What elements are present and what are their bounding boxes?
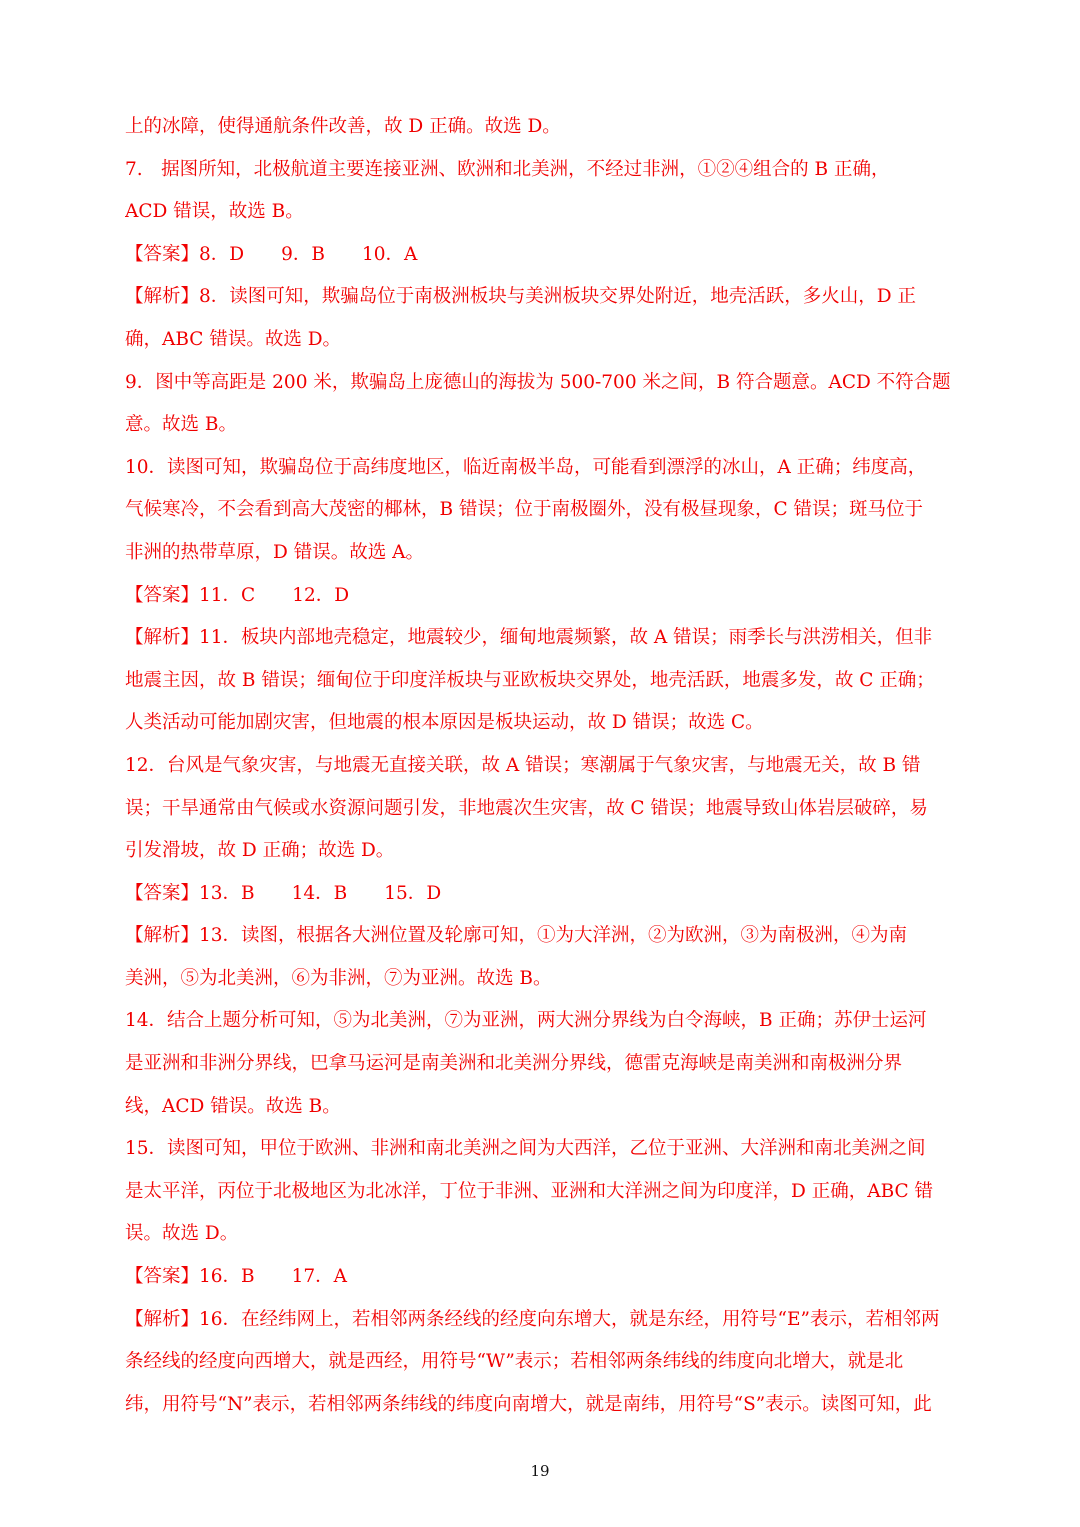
analysis-line: 【解析】13．读图，根据各大洲位置及轮廓可知，①为大洋洲，②为欧洲，③为南极洲，④为南 [125, 925, 908, 947]
text-line: 12．台风是气象灾害，与地震无直接关联，故 A 错误；寒潮属于气象灾害，与地震无关，故 B 错 [125, 754, 921, 776]
analysis-line: 【解析】11．板块内部地壳稳定，地震较少，缅甸地震频繁，故 A 错误；雨季长与洪涝相关，但非 [125, 627, 933, 649]
text-line: 误；干旱通常由气候或水资源问题引发，非地震次生灾害，故 C 错误；地震导致山体岩层破碎，易 [125, 797, 928, 819]
text-line: 9．图中等高距是 200 米，欺骗岛上庞德山的海拔为 500-700 米之间，B 符合题意。ACD 不符合题 [125, 371, 951, 393]
text-line: 7. 据图所知，北极航道主要连接亚洲、欧洲和北美洲，不经过非洲，①②④组合的 B 正确， [125, 158, 890, 180]
text-line: 纬，用符号“N”表示，若相邻两条纬线的纬度向南增大，就是南纬，用符号“S”表示。读图可知，此 [125, 1393, 932, 1415]
answer-line: 【答案】8．D 9．B 10．A [125, 243, 418, 265]
analysis-line: 【解析】16．在经纬网上，若相邻两条经线的经度向东增大，就是东经，用符号“E”表示，若相邻两 [125, 1308, 940, 1330]
text-line: 是亚洲和非洲分界线，巴拿马运河是南美洲和北美洲分界线，德雷克海峡是南美洲和南极洲分界 [125, 1053, 903, 1075]
answer-line: 【答案】13．B 14．B 15．D [125, 882, 442, 904]
text-line: 线，ACD 错误。故选 B。 [125, 1095, 341, 1117]
text-line: 气候寒冷，不会看到高大茂密的椰林，B 错误；位于南极圈外，没有极昼现象，C 错误；斑马位于 [125, 499, 924, 521]
text-line: 非洲的热带草原，D 错误。故选 A。 [125, 541, 424, 563]
text-line: 条经线的经度向西增大，就是西经，用符号“W”表示；若相邻两条纬线的纬度向北增大，就是北 [125, 1351, 904, 1373]
answer-analysis-text [125, 106, 955, 1426]
answer-line: 【答案】11．C 12．D [125, 584, 350, 606]
text-line: 人类活动可能加剧灾害，但地震的根本原因是板块运动，故 D 错误；故选 C。 [125, 712, 764, 734]
analysis-line: 【解析】8．读图可知，欺骗岛位于南极洲板块与美洲板块交界处附近，地壳活跃，多火山，D 正 [125, 286, 916, 308]
text-line: 引发滑坡，故 D 正确；故选 D。 [125, 840, 395, 862]
text-line: 意。故选 B。 [125, 414, 237, 436]
text-line: 是太平洋，丙位于北极地区为北冰洋，丁位于非洲、亚洲和大洋洲之间为印度洋，D 正确，ABC 错 [125, 1180, 934, 1202]
text-line: 美洲，⑤为北美洲，⑥为非洲，⑦为亚洲。故选 B。 [125, 967, 552, 989]
text-line: 14．结合上题分析可知，⑤为北美洲，⑦为亚洲，两大洲分界线为白令海峡，B 正确；苏伊士运河 [125, 1010, 927, 1032]
text-line: 上的冰障，使得通航条件改善，故 D 正确。故选 D。 [125, 116, 561, 137]
text-line: 确，ABC 错误。故选 D。 [125, 328, 342, 350]
text-line: ACD 错误，故选 B。 [125, 201, 304, 223]
text-line: 10．读图可知，欺骗岛位于高纬度地区，临近南极半岛，可能看到漂浮的冰山，A 正确；纬度高， [125, 456, 927, 478]
text-line: 误。故选 D。 [125, 1223, 239, 1245]
answer-line: 【答案】16．B 17．A [125, 1266, 348, 1288]
page-number: 19 [530, 1462, 550, 1480]
text-line: 15．读图可知，甲位于欧洲、非洲和南北美洲之间为大西洋，乙位于亚洲、大洋洲和南北美洲之间 [125, 1138, 926, 1160]
text-line: 地震主因，故 B 错误；缅甸位于印度洋板块与亚欧板块交界处，地壳活跃，地震多发，故 C 正确； [125, 669, 935, 691]
